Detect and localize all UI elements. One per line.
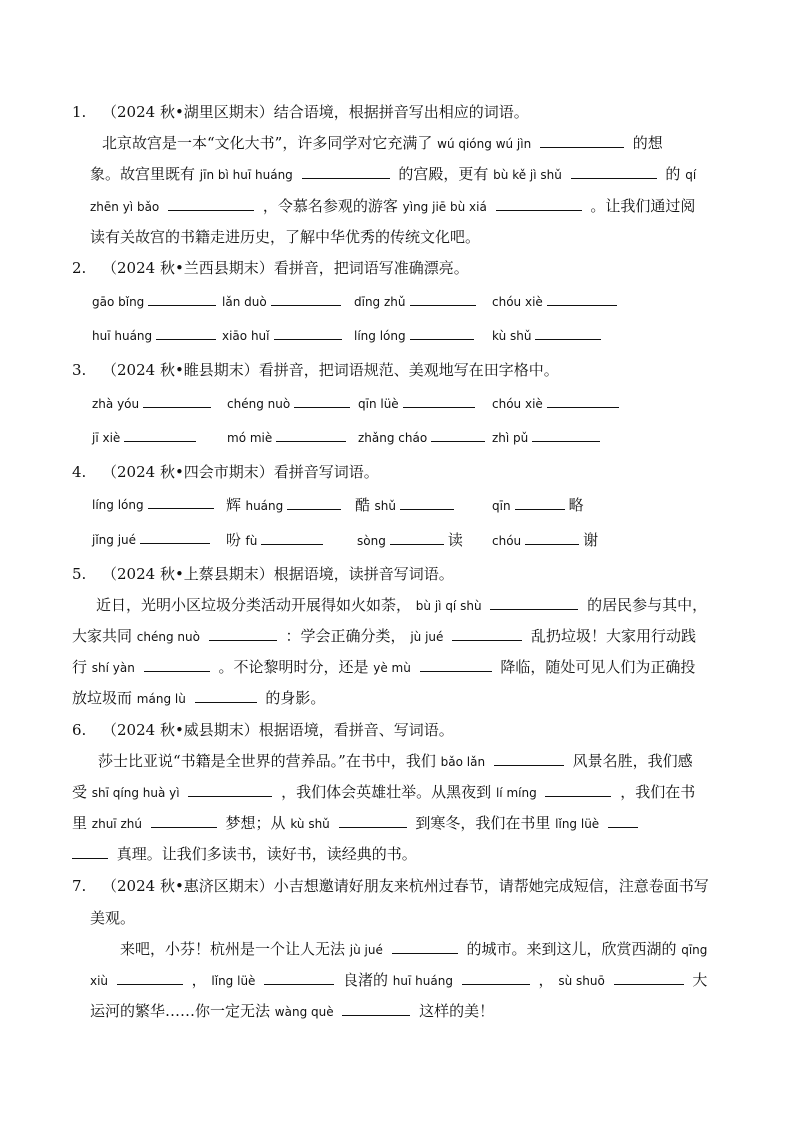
answer-blank[interactable] xyxy=(532,427,600,442)
question-1-title xyxy=(72,96,732,128)
passage-text: 。让我们通过阅 xyxy=(590,197,696,215)
question-6-passage xyxy=(98,746,738,778)
passage-text: 的身影。 xyxy=(265,689,326,707)
answer-blank[interactable] xyxy=(294,393,350,408)
pinyin: shǔ xyxy=(374,499,396,513)
answer-blank[interactable] xyxy=(140,529,210,544)
answer-blank[interactable] xyxy=(614,970,684,985)
pinyin: bù jì qí shù xyxy=(415,599,482,613)
pinyin: wàng què xyxy=(274,1005,334,1019)
question-1-passage-line3 xyxy=(90,191,732,223)
answer-blank[interactable] xyxy=(261,530,323,545)
question-number: 4. xyxy=(72,463,87,481)
question-3-title xyxy=(72,354,732,386)
passage-text: 受 xyxy=(72,783,88,801)
question-7-passage xyxy=(120,934,740,966)
pinyin: sù shuō xyxy=(558,974,605,988)
passage-text: 降临，随处可见人们为正确投 xyxy=(500,658,696,676)
pinyin: jī xiè xyxy=(92,431,121,445)
hanzi: 酷 xyxy=(355,496,371,514)
question-prompt: （2024 秋•兰西县期末）看拼音，把词语写准确漂亮。 xyxy=(102,259,469,277)
answer-blank[interactable] xyxy=(264,970,334,985)
pinyin: fù xyxy=(245,534,258,548)
answer-blank[interactable] xyxy=(496,196,582,211)
passage-text: 梦想；从 xyxy=(225,814,286,832)
pinyin: mó miè xyxy=(227,431,273,445)
hanzi: 辉 xyxy=(226,496,242,514)
question-5-passage-line2 xyxy=(72,621,732,653)
answer-blank[interactable] xyxy=(274,325,342,340)
question-6-passage-line4 xyxy=(72,839,732,870)
answer-blank[interactable] xyxy=(490,595,578,610)
answer-blank[interactable] xyxy=(462,970,530,985)
question-2-title xyxy=(72,252,732,284)
answer-blank[interactable] xyxy=(151,813,217,828)
pinyin: qīn lüè xyxy=(358,397,399,411)
answer-blank[interactable] xyxy=(403,393,475,408)
pinyin: zhà yóu xyxy=(92,397,140,411)
question-prompt: （2024 秋•上蔡县期末）根据语境，读拼音写词语。 xyxy=(102,565,454,583)
passage-text: ， xyxy=(191,971,207,989)
answer-blank[interactable] xyxy=(195,688,257,703)
pinyin: shī qíng huà yì xyxy=(91,786,180,800)
question-1-passage-line4 xyxy=(90,222,732,253)
pinyin: zhuī zhú xyxy=(91,817,142,831)
question-prompt: 美观。 xyxy=(90,909,136,927)
passage-text: 的想 xyxy=(632,134,663,152)
passage-text: ，我们体会英雄壮举。从黑夜到 xyxy=(281,783,492,801)
question-1-passage xyxy=(72,128,732,160)
pinyin: yìng jiē bù xiá xyxy=(402,200,487,214)
passage-text: 的 xyxy=(665,165,681,183)
pinyin: qīn xyxy=(492,499,511,513)
answer-blank[interactable] xyxy=(608,813,638,828)
answer-blank[interactable] xyxy=(342,1001,410,1016)
passage-text: 近日，光明小区垃圾分类活动开展得如火如荼， xyxy=(96,596,412,614)
answer-blank[interactable] xyxy=(339,813,407,828)
pinyin: qīng xyxy=(681,943,708,957)
question-5-passage-line4 xyxy=(72,683,732,715)
passage-text: 来吧，小芬！杭州是一个让人无法 xyxy=(120,940,346,958)
answer-blank[interactable] xyxy=(525,530,579,545)
pinyin: shí yàn xyxy=(91,661,135,675)
answer-blank[interactable] xyxy=(547,291,617,306)
answer-blank[interactable] xyxy=(392,939,458,954)
answer-blank[interactable] xyxy=(545,782,611,797)
pinyin: bù kě jì shǔ xyxy=(493,168,562,182)
pinyin: kù shǔ xyxy=(290,817,330,831)
answer-blank[interactable] xyxy=(547,393,619,408)
pinyin: huáng xyxy=(245,499,284,513)
pinyin: jù jué xyxy=(410,630,444,644)
pinyin: chéng nuò xyxy=(136,630,200,644)
answer-blank[interactable] xyxy=(400,495,454,510)
answer-blank[interactable] xyxy=(431,427,485,442)
question-prompt: （2024 秋•四会市期末）看拼音写词语。 xyxy=(102,463,379,481)
pinyin: yè mù xyxy=(373,661,411,675)
passage-text: 读有关故宫的书籍走进历史，了解中华优秀的传统文化吧。 xyxy=(90,228,481,246)
passage-text: ， xyxy=(538,971,554,989)
passage-text: 大家共同 xyxy=(72,627,133,645)
passage-text: 。不论黎明时分，还是 xyxy=(218,658,369,676)
answer-blank[interactable] xyxy=(117,970,183,985)
question-number: 1. xyxy=(72,103,87,121)
pinyin: qí xyxy=(685,168,697,182)
passage-text: 良渚的 xyxy=(343,971,389,989)
pinyin: chéng nuò xyxy=(227,397,291,411)
answer-blank[interactable] xyxy=(156,325,216,340)
answer-blank[interactable] xyxy=(410,325,474,340)
pinyin: xiù xyxy=(90,974,109,988)
question-number: 7. xyxy=(72,877,87,895)
answer-blank[interactable] xyxy=(209,626,277,641)
question-number: 3. xyxy=(72,361,87,379)
pinyin: xiāo huǐ xyxy=(222,329,270,343)
passage-text: ：学会正确分类， xyxy=(285,627,406,645)
passage-text: 北京故宫是一本“文化大书”，许多同学对它充满了 xyxy=(102,134,433,152)
hanzi: 读 xyxy=(447,531,463,549)
question-7-passage-line2 xyxy=(90,965,738,997)
answer-blank[interactable] xyxy=(571,164,657,179)
answer-blank[interactable] xyxy=(144,657,210,672)
pinyin: zhǎng cháo xyxy=(358,431,428,445)
answer-blank[interactable] xyxy=(535,325,601,340)
pinyin: chóu xyxy=(492,534,522,548)
question-6-title xyxy=(72,714,732,746)
pinyin: wú qióng wú jìn xyxy=(437,137,532,151)
pinyin: jīn bì huī huáng xyxy=(199,168,293,182)
answer-blank[interactable] xyxy=(148,291,216,306)
answer-blank[interactable] xyxy=(276,427,346,442)
pinyin: chóu xiè xyxy=(492,397,543,411)
question-7-title xyxy=(72,870,732,902)
pinyin: dīng zhǔ xyxy=(354,295,406,309)
pinyin: huī huáng xyxy=(392,974,453,988)
answer-blank[interactable] xyxy=(494,751,564,766)
answer-blank[interactable] xyxy=(168,196,254,211)
answer-blank[interactable] xyxy=(302,164,390,179)
question-prompt: （2024 秋•睢县期末）看拼音，把词语规范、美观地写在田字格中。 xyxy=(102,361,559,379)
passage-text: 的居民参与其中， xyxy=(587,596,708,614)
passage-text: 莎士比亚说“书籍是全世界的营养品。”在书中，我们 xyxy=(98,752,436,770)
question-number: 5. xyxy=(72,565,87,583)
question-prompt: （2024 秋•湖里区期末）结合语境，根据拼音写出相应的词语。 xyxy=(102,103,529,121)
pinyin: lǐng lüè xyxy=(211,974,256,988)
answer-blank[interactable] xyxy=(515,495,565,510)
passage-text: 象。故宫里既有 xyxy=(90,165,196,183)
pinyin: lǎn duò xyxy=(222,295,267,309)
passage-text: 运河的繁华……你一定无法 xyxy=(90,1002,271,1020)
answer-blank[interactable] xyxy=(72,844,108,859)
question-1-passage-line2 xyxy=(90,159,732,191)
pinyin: sòng xyxy=(357,534,386,548)
answer-blank[interactable] xyxy=(410,291,476,306)
pinyin: kù shǔ xyxy=(492,329,532,343)
question-prompt: （2024 秋•威县期末）根据语境，看拼音、写词语。 xyxy=(102,721,454,739)
pinyin: bǎo lǎn xyxy=(440,755,486,769)
answer-blank[interactable] xyxy=(188,782,272,797)
passage-text: 真理。让我们多读书，读好书，读经典的书。 xyxy=(116,845,417,863)
passage-text: 里 xyxy=(72,814,88,832)
question-7-title-line2 xyxy=(90,902,750,934)
question-7-passage-line3 xyxy=(90,996,738,1028)
pinyin: lí míng xyxy=(495,786,537,800)
pinyin: zhēn yì bǎo xyxy=(90,200,160,214)
answer-blank[interactable] xyxy=(124,427,196,442)
pinyin: zhì pǔ xyxy=(492,431,529,445)
pinyin: huī huáng xyxy=(92,329,153,343)
answer-blank[interactable] xyxy=(420,657,492,672)
pinyin: líng lóng xyxy=(354,329,406,343)
question-prompt: （2024 秋•惠济区期末）小吉想邀请好朋友来杭州过春节，请帮她完成短信，注意卷面书写 xyxy=(102,877,709,895)
pinyin: líng lóng xyxy=(92,498,144,512)
passage-text: 行 xyxy=(72,658,88,676)
answer-blank[interactable] xyxy=(390,530,444,545)
passage-text: 的城市。来到这儿，欣赏西湖的 xyxy=(466,940,677,958)
pinyin: gāo bǐng xyxy=(92,295,145,309)
pinyin: chóu xiè xyxy=(492,295,543,309)
passage-text: 的宫殿，更有 xyxy=(398,165,489,183)
passage-text: 这样的美！ xyxy=(419,1002,495,1020)
answer-blank[interactable] xyxy=(540,133,624,148)
pinyin: jù jué xyxy=(349,943,383,957)
pinyin: máng lù xyxy=(136,692,186,706)
passage-text: 到寒冬，我们在书里 xyxy=(415,814,551,832)
answer-blank[interactable] xyxy=(143,393,211,408)
pinyin: jǐng jué xyxy=(92,533,137,547)
passage-text: 放垃圾而 xyxy=(72,689,133,707)
passage-text: 乱扔垃圾！大家用行动践 xyxy=(530,627,696,645)
answer-blank[interactable] xyxy=(287,495,341,510)
answer-blank[interactable] xyxy=(148,494,214,509)
passage-text: ，令慕名参观的游客 xyxy=(262,197,398,215)
hanzi: 吩 xyxy=(226,531,242,549)
hanzi: 谢 xyxy=(583,531,599,549)
question-6-passage-line3 xyxy=(72,808,732,840)
answer-blank[interactable] xyxy=(271,291,341,306)
question-6-passage-line2 xyxy=(72,777,732,809)
question-5-passage xyxy=(96,590,736,622)
question-4-title xyxy=(72,456,732,488)
hanzi: 略 xyxy=(568,496,584,514)
passage-text: ，我们在书 xyxy=(620,783,696,801)
answer-blank[interactable] xyxy=(452,626,522,641)
question-number: 2. xyxy=(72,259,87,277)
passage-text: 大 xyxy=(692,971,708,989)
passage-text: 风景名胜，我们感 xyxy=(572,752,693,770)
pinyin: lǐng lüè xyxy=(555,817,600,831)
question-5-title xyxy=(72,558,732,590)
question-number: 6. xyxy=(72,721,87,739)
question-5-passage-line3 xyxy=(72,652,732,684)
